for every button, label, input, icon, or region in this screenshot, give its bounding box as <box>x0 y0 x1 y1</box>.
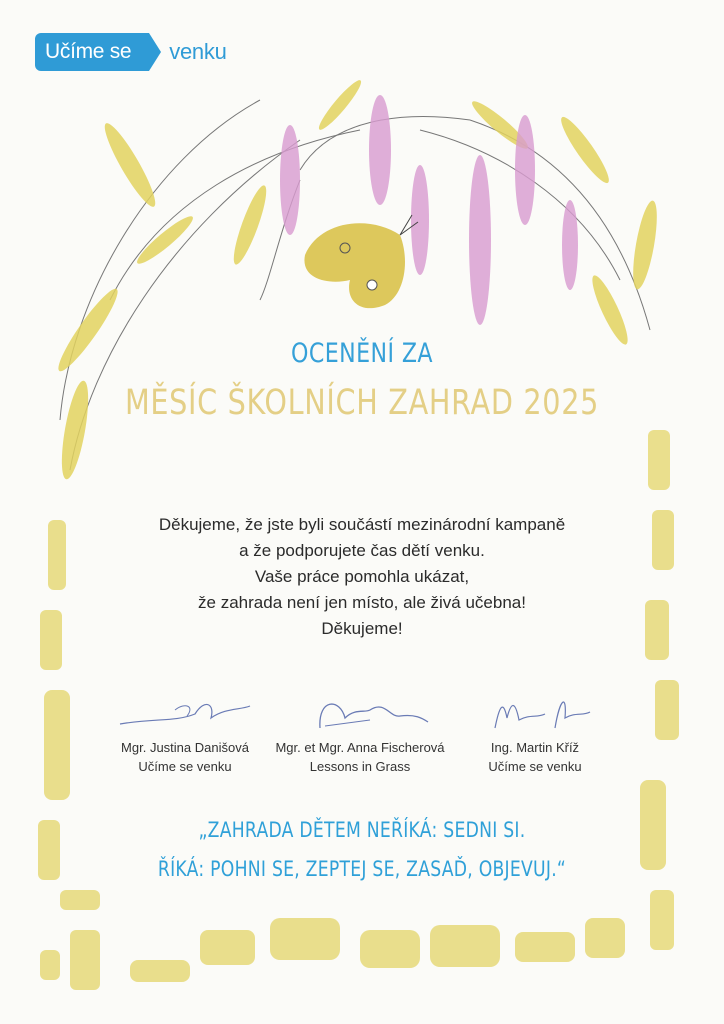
signer-name: Mgr. Justina Danišová <box>121 740 249 755</box>
award-title: OCENĚNÍ ZA <box>291 338 433 369</box>
signer-name: Ing. Martin Kříž <box>490 740 580 755</box>
body-line: Děkujeme, že jste byli součástí mezinárodní kampaně <box>158 515 566 534</box>
quote-line-1: „ZAHRADA DĚTEM NEŘÍKÁ: SEDNI SI. <box>198 818 526 842</box>
body-message <box>0 512 724 642</box>
signer-org: Lessons in Grass <box>309 759 411 774</box>
signer-2 <box>268 688 452 776</box>
signer-org: Učíme se venku <box>488 759 582 774</box>
body-line: Děkujeme! <box>321 619 403 638</box>
signature-2 <box>290 688 430 732</box>
award-subtitle: MĚSÍC ŠKOLNÍCH ZAHRAD 2025 <box>124 383 600 423</box>
brand-logo <box>35 33 227 71</box>
butterfly-icon <box>304 215 418 308</box>
body-line: Vaše práce pomohla ukázat, <box>254 567 470 586</box>
logo-arrow-icon <box>149 33 161 71</box>
logo-text: venku <box>169 39 227 64</box>
logo-box-text: Učíme se <box>35 33 149 71</box>
signer-org: Učíme se venku <box>138 759 232 774</box>
signer-3 <box>470 688 600 776</box>
body-line: a že podporujete čas dětí venku. <box>239 541 485 560</box>
signer-1 <box>110 688 260 776</box>
signature-1 <box>115 688 255 732</box>
quote-line-2: ŘÍKÁ: POHNI SE, ZEPTEJ SE, ZASAĎ, OBJEVUJ.“ <box>157 857 567 881</box>
body-line: že zahrada není jen místo, ale živá učebna! <box>198 593 526 612</box>
signer-name: Mgr. et Mgr. Anna Fischerová <box>275 740 445 755</box>
signature-3 <box>475 688 595 732</box>
